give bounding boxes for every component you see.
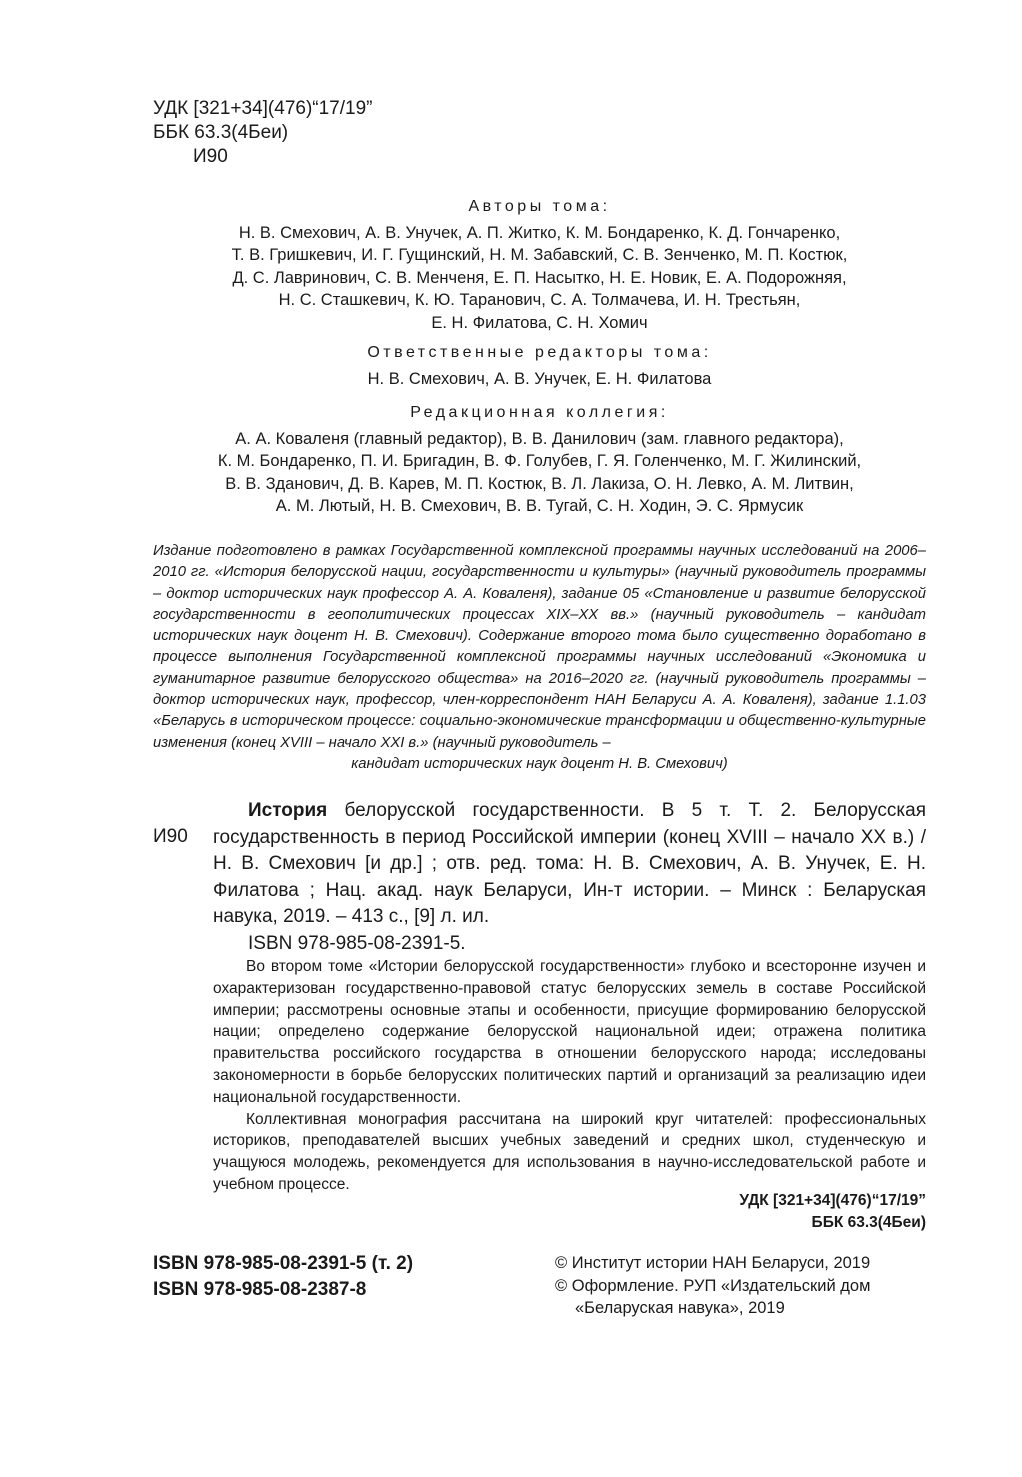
board-list — [153, 428, 926, 518]
authors-line: Т. В. Гришкевич, И. Г. Гущинский, Н. М. Забавский, С. В. Зенченко, М. П. Костюк, — [231, 246, 848, 265]
bibliographic-record — [153, 798, 926, 957]
editors-line: Н. В. Смехович, А. В. Унучек, Е. Н. Филатова — [367, 370, 712, 388]
isbn-volume: ISBN 978-985-08-2391-5 (т. 2) — [153, 1253, 414, 1274]
board-heading: Редакционная коллегия: — [410, 404, 669, 421]
udk-code: УДК [321+34](476)“17/19” — [153, 98, 373, 119]
isbn-set: ISBN 978-985-08-2387-8 — [153, 1279, 367, 1300]
copyright-block — [555, 1252, 870, 1320]
footer-classification — [739, 1190, 926, 1234]
grant-note-text: Издание подготовлено в рамках Государственной комплексной программы научных исследований на 2006–2010 гг. «История белорусской нации, государственности и культуры» (научный руководитель программы – доктор исторических наук профессор А. А. Коваленя), задание 05 «Становление и развитие белорусской государственности в геополитических процессах XIX–XX вв.» (научный руководитель – кандидат исторических наук доцент Н. В. Смехович). Содержание второго тома было существенно доработано в процессе выполнения Государственной комплексной программы научных исследований «Экономика и гуманитарное развитие белорусского общества» на 2016–2020 гг. (научный руководитель программы – доктор исторических наук, профессор, член-корреспондент НАН Беларуси А. А. Коваленя), задание 1.1.03 «Беларусь в историческом процессе: социально-экономические трансформации и общественно-культурные изменения (конец XVIII – начало XXI в.» (научный руководитель – — [153, 543, 926, 751]
authors-line: Н. В. Смехович, А. В. Унучек, А. П. Житко, К. М. Бондаренко, К. Д. Гончаренко, — [238, 224, 841, 242]
editors-list — [153, 368, 926, 390]
author-mark: И90 — [193, 146, 228, 167]
annotation — [213, 956, 926, 1196]
bibliographic-title-word: История — [248, 800, 328, 821]
board-line: В. В. Зданович, Д. В. Карев, М. П. Костюк, В. Л. Лакиза, О. Н. Левко, А. М. Литвин, — [225, 474, 854, 493]
footer-bbk: ББК 63.3(4Беи) — [811, 1214, 926, 1231]
grant-note — [153, 541, 926, 775]
bibliographic-isbn: ISBN 978-985-08-2391-5. — [248, 932, 466, 954]
bibliographic-entry-text: белорусской государственности. В 5 т. Т. 2. Белорусская государственность в период Российской империи (конец XVIII – начало XX в.) / Н. В. Смехович [и др.] ; отв. ред. тома: Н. В. Смехович, А. В. Унучек, Е. Н. Филатова ; Нац. акад. наук Беларуси, Ин-т истории. – Минск : Беларуская навука, 2019. – 413 с., [9] л. ил. — [213, 800, 926, 927]
board-line: А. А. Коваленя (главный редактор), В. В. Данилович (зам. главного редактора), — [235, 430, 844, 448]
authors-heading: Авторы тома: — [468, 198, 611, 215]
classification-block — [153, 97, 372, 169]
authors-line: Д. С. Лавринович, С. В. Менченя, Е. П. Насытко, Н. Е. Новик, Е. А. Подорожняя, — [232, 268, 847, 287]
copyright-design: © Оформление. РУП «Издательский дом — [555, 1276, 871, 1295]
board-line: А. М. Лютый, Н. В. Смехович, В. В. Тугай, С. Н. Ходин, Э. С. Ярмусик — [275, 497, 804, 516]
copyright-institute: © Институт истории НАН Беларуси, 2019 — [555, 1254, 871, 1272]
board-line: К. М. Бондаренко, П. И. Бригадин, В. Ф. Голубев, Г. Я. Голенченко, М. Г. Жилинский, — [217, 452, 862, 471]
annotation-paragraph: Во втором томе «Истории белорусской государственности» глубоко и всесторонне изучен и охарактеризован государственно-правовой статус белорусских земель в составе Российской империи; рассмотрены основные этапы и особенности, присущие формированию белорусской нации; определено содержание белорусской национальной идеи; отражена политика правительства российского государства в отношении белорусского народа; исследованы закономерности в борьбе белорусских политических партий и организаций за реализацию идеи национальной государственности. — [213, 958, 926, 1106]
grant-note-last-line: кандидат исторических наук доцент Н. В. Смехович) — [351, 755, 728, 772]
annotation-paragraph: Коллективная монография рассчитана на широкий круг читателей: профессиональных историков, преподавателей высших учебных заведений и средних школ, студенческую и учащуюся молодежь, рекомендуется для использования в научно-исследовательской работе и учебном процессе. — [213, 1110, 926, 1193]
bbk-code: ББК 63.3(4Беи) — [153, 122, 289, 143]
isbn-block — [153, 1251, 413, 1303]
footer-udk: УДК [321+34](476)“17/19” — [739, 1192, 926, 1209]
editors-heading: Ответственные редакторы тома: — [367, 344, 712, 361]
bibliographic-entry — [213, 798, 926, 931]
authors-list — [153, 222, 926, 334]
copyright-design-cont: «Беларуская навука», 2019 — [575, 1299, 785, 1317]
bibliographic-code: И90 — [153, 826, 188, 847]
authors-line: Е. Н. Филатова, С. Н. Хомич — [431, 313, 648, 332]
authors-line: Н. С. Сташкевич, К. Ю. Таранович, С. А. Толмачева, И. Н. Трестьян, — [278, 291, 801, 310]
